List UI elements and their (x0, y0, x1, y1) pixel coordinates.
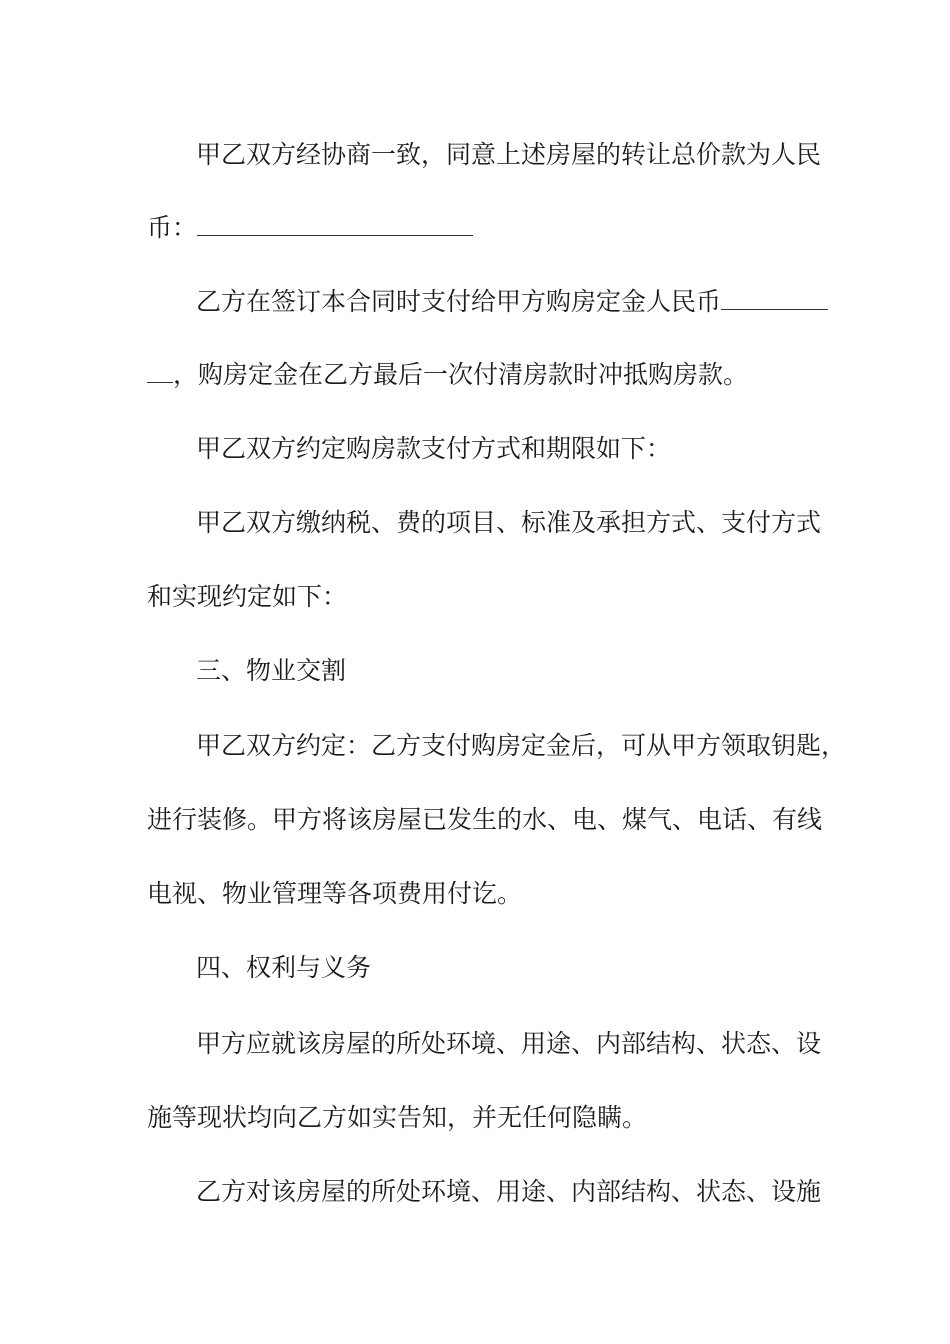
fill-in-blank (197, 213, 473, 236)
section-heading: 三、物业交割 (196, 656, 347, 685)
fill-in-blank (147, 360, 173, 383)
paragraph-line (147, 213, 807, 243)
paragraph-line: 施等现状均向乙方如实告知，并无任何隐瞒。 (147, 1103, 648, 1132)
paragraph-line: 甲乙双方经协商一致，同意上述房屋的转让总价款为人民 (196, 140, 822, 169)
paragraph-line: 乙方对该房屋的所处环境、用途、内部结构、状态、设施 (196, 1177, 822, 1206)
paragraph-line (147, 360, 807, 390)
paragraph-line-text: ，购房定金在乙方最后一次付清房款时冲抵购房款。 (173, 360, 749, 389)
paragraph-line: 和实现约定如下： (147, 582, 348, 611)
paragraph-line-text: 币： (147, 213, 198, 242)
paragraph-line (196, 287, 807, 317)
paragraph-line: 进行装修。甲方将该房屋已发生的水、电、煤气、电话、有线 (147, 805, 823, 834)
fill-in-blank (721, 287, 828, 310)
paragraph-line: 甲乙双方缴纳税、费的项目、标准及承担方式、支付方式 (196, 508, 822, 537)
paragraph-line: 甲方应就该房屋的所处环境、用途、内部结构、状态、设 (196, 1029, 822, 1058)
paragraph-line: 甲乙双方约定购房款支付方式和期限如下： (196, 434, 672, 463)
paragraph-line: 电视、物业管理等各项费用付讫。 (147, 879, 523, 908)
paragraph-line: 甲乙双方约定：乙方支付购房定金后，可从甲方领取钥匙， (196, 731, 847, 760)
paragraph-line-text: 乙方在签订本合同时支付给甲方购房定金人民币 (196, 287, 722, 316)
section-heading: 四、权利与义务 (196, 953, 372, 982)
